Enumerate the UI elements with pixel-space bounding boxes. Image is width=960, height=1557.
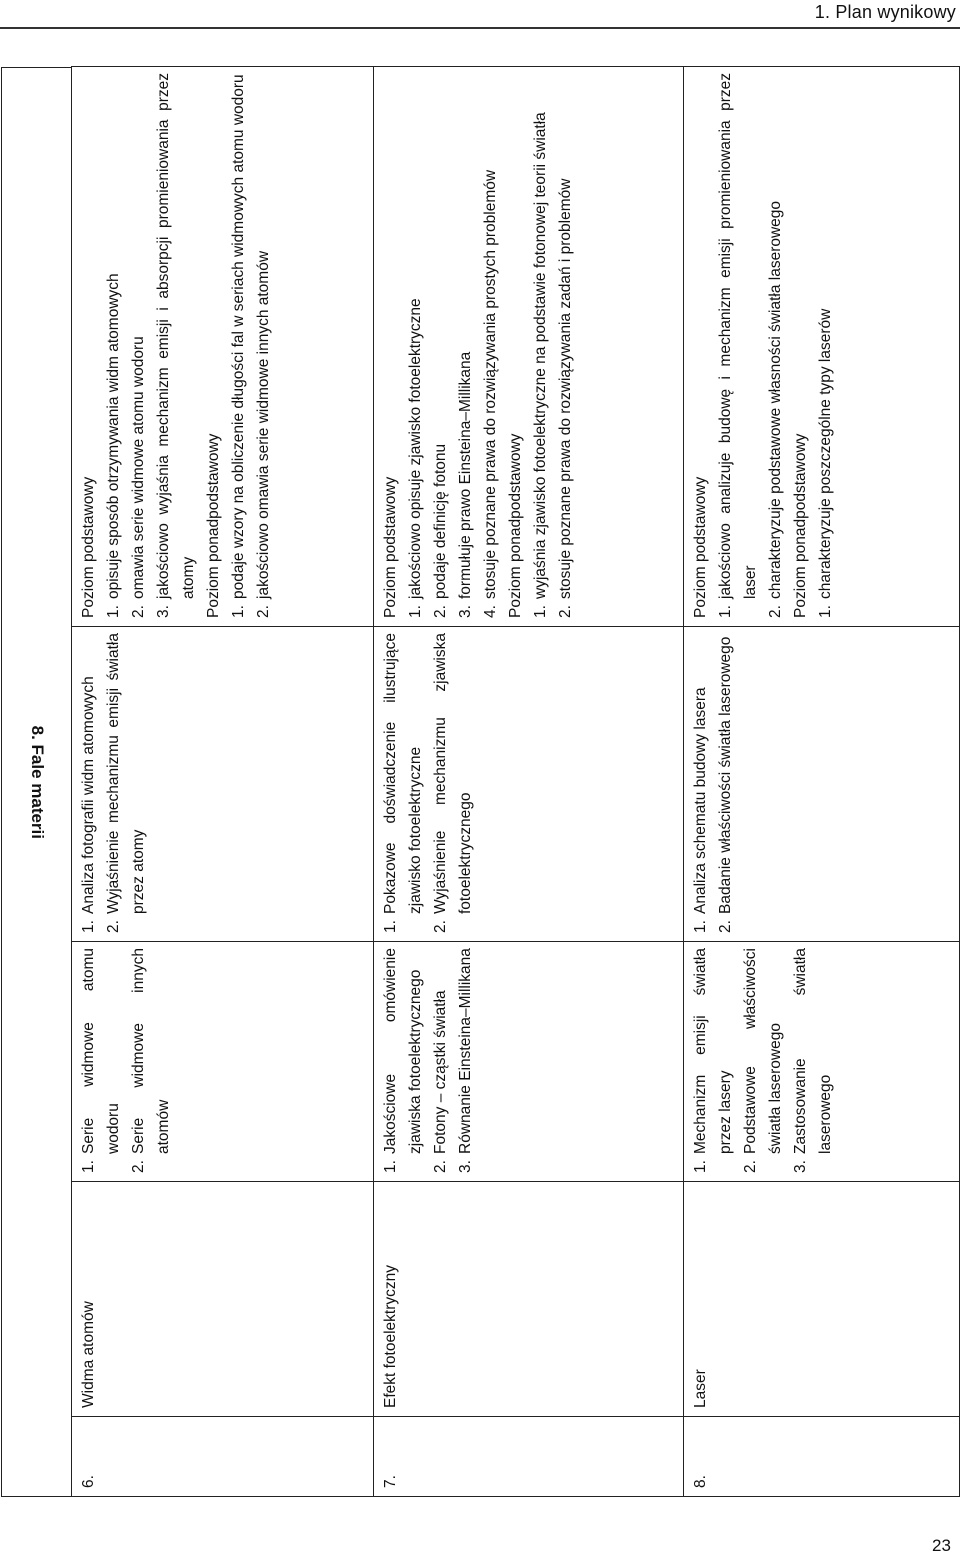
requirements-cell (374, 67, 684, 627)
header-divider (0, 27, 960, 29)
topic-title: Laser (692, 1369, 709, 1408)
topic-title: Widma atomów (80, 1301, 97, 1408)
list-item-number: 1. (230, 605, 247, 618)
content-list (378, 948, 478, 1173)
list-item-text: stosuje poznane prawa do rozwiązywania zadań i problemów (557, 178, 574, 599)
list-item-text: Analiza schematu budowy lasera (692, 687, 709, 914)
list-item (428, 73, 453, 618)
list-item-number: 2. (432, 1160, 449, 1173)
list-item-number: 2. (717, 920, 734, 933)
requirements-cell (684, 67, 960, 627)
list-item-text: Jakościowe omówienie zjawiska fotoelektrycznego (382, 948, 424, 1154)
list-item-text: jakościowo wyjaśnia mechanizm emisji i absorpcji promieniowania przez atomy (155, 73, 197, 599)
lesson-number: 8. (692, 1475, 709, 1488)
topic-cell (72, 1182, 374, 1417)
list-item (453, 948, 478, 1173)
content-cell (374, 942, 684, 1182)
list-item (788, 948, 838, 1173)
advanced-level-label: Poziom ponadpodstawowy (507, 433, 524, 618)
list-item-number: 2. (432, 920, 449, 933)
list-item-text: Serie widmowe atomu wodoru (80, 948, 122, 1154)
experiments-list (76, 633, 151, 933)
list-item (813, 73, 838, 618)
basic-level-label: Poziom podstawowy (80, 476, 97, 618)
content-cell (684, 942, 960, 1182)
list-item-text: Badanie właściwości światła laserowego (717, 636, 734, 914)
advanced-requirements-list (528, 73, 578, 618)
list-item-text: charakteryzuje poszczególne typy laserów (817, 308, 834, 599)
list-item-text: Analiza fotografii widm atomowych (80, 676, 97, 914)
list-item-number: 1. (532, 605, 549, 618)
content-list (688, 948, 838, 1173)
list-item-text: charakteryzuje podstawowe własności światła laserowego (767, 200, 784, 599)
list-item-number: 1. (692, 1160, 709, 1173)
table-row (374, 67, 684, 1497)
list-item (553, 73, 578, 618)
list-item-number: 1. (382, 1160, 399, 1173)
list-item-number: 2. (557, 605, 574, 618)
list-item (713, 73, 763, 618)
list-item (101, 73, 126, 618)
list-item (528, 73, 553, 618)
list-item-text: Podstawowe właściwości światła laserowego (742, 948, 784, 1154)
list-item (688, 633, 713, 933)
list-item-text: Zastosowanie światła laserowego (792, 948, 834, 1154)
list-item-number: 3. (155, 605, 172, 618)
page-number: 23 (932, 1536, 951, 1555)
advanced-requirements-list (813, 73, 838, 618)
rotated-table-container (1, 67, 959, 1497)
list-item (763, 73, 788, 618)
list-item-number: 4. (482, 605, 499, 618)
list-item-number: 1. (80, 1160, 97, 1173)
list-item-number: 1. (80, 920, 97, 933)
list-item (101, 633, 151, 933)
topic-cell (374, 1182, 684, 1417)
section-label (1, 67, 71, 1497)
lesson-number: 7. (382, 1475, 399, 1488)
basic-requirements-list (101, 73, 201, 618)
list-item (126, 948, 176, 1173)
plan-table-body (72, 67, 960, 1497)
topic-title: Efekt fotoelektryczny (382, 1264, 399, 1408)
list-item (478, 73, 503, 618)
list-item-text: jakościowo omawia serie widmowe innych atomów (255, 250, 272, 599)
list-item-text: opisuje sposób otrzymywania widm atomowych (105, 273, 122, 599)
content-cell (72, 942, 374, 1182)
list-item-number: 3. (457, 605, 474, 618)
list-item-number: 3. (457, 1160, 474, 1173)
requirements-cell (72, 67, 374, 627)
list-item-text: podaje definicję fotonu (432, 443, 449, 599)
plan-table (71, 66, 960, 1497)
basic-level-label: Poziom podstawowy (382, 476, 399, 618)
list-item-text: wyjaśnia zjawisko fotoelektryczne na podstawie fotonowej teorii światła (532, 112, 549, 599)
table-row (72, 67, 374, 1497)
basic-requirements-list (713, 73, 788, 618)
lesson-number-cell (374, 1417, 684, 1497)
list-item (713, 633, 738, 933)
list-item-number: 2. (742, 1160, 759, 1173)
list-item (76, 948, 126, 1173)
list-item (76, 633, 101, 933)
list-item-text: Serie widmowe innych atomów (130, 948, 172, 1154)
experiments-list (378, 633, 478, 933)
table-row (684, 67, 960, 1497)
list-item (453, 73, 478, 618)
list-item (378, 633, 428, 933)
list-item (226, 73, 251, 618)
basic-level-label: Poziom podstawowy (692, 476, 709, 618)
list-item-number: 1. (717, 605, 734, 618)
running-header-title: 1. Plan wynikowy (814, 2, 956, 22)
list-item (126, 73, 151, 618)
list-item-text: Fotony – cząstki światła (432, 990, 449, 1154)
list-item-text: jakościowo opisuje zjawisko fotoelektryczne (407, 298, 424, 599)
experiments-cell (684, 627, 960, 942)
lesson-number: 6. (80, 1475, 97, 1488)
experiments-list (688, 633, 738, 933)
basic-requirements-list (403, 73, 503, 618)
list-item-number: 2. (255, 605, 272, 618)
list-item-number: 2. (130, 1160, 147, 1173)
lesson-number-cell (684, 1417, 960, 1497)
list-item (738, 948, 788, 1173)
list-item (688, 948, 738, 1173)
advanced-requirements-list (226, 73, 276, 618)
lesson-number-cell (72, 1417, 374, 1497)
list-item (378, 948, 428, 1173)
list-item-text: stosuje poznane prawa do rozwiązywania prostych problemów (482, 169, 499, 599)
topic-cell (684, 1182, 960, 1417)
list-item-number: 1. (407, 605, 424, 618)
list-item (428, 633, 478, 933)
advanced-level-label: Poziom ponadpodstawowy (205, 433, 222, 618)
list-item-text: Mechanizm emisji światła przez lasery (692, 948, 734, 1154)
list-item-text: podaje wzory na obliczenie długości fal w seriach widmowych atomu wodoru (230, 74, 247, 599)
list-item-number: 1. (817, 605, 834, 618)
list-item-number: 1. (692, 920, 709, 933)
list-item (251, 73, 276, 618)
list-item-number: 2. (767, 605, 784, 618)
list-item-number: 2. (130, 605, 147, 618)
list-item-text: omawia serie widmowe atomu wodoru (130, 336, 147, 599)
list-item-text: Wyjaśnienie mechanizmu emisji światła przez atomy (105, 633, 147, 914)
list-item-number: 2. (105, 920, 122, 933)
experiments-cell (72, 627, 374, 942)
list-item (428, 948, 453, 1173)
list-item-number: 1. (382, 920, 399, 933)
list-item-text: Pokazowe doświadczenie ilustrujące zjawisko fotoelektryczne (382, 633, 424, 914)
section-label-text: 8. Fale materii (27, 725, 47, 839)
list-item (403, 73, 428, 618)
list-item (151, 73, 201, 618)
list-item-number: 2. (432, 605, 449, 618)
advanced-level-label: Poziom ponadpodstawowy (792, 433, 809, 618)
list-item-number: 1. (105, 605, 122, 618)
experiments-cell (374, 627, 684, 942)
list-item-text: Równanie Einsteina–Millikana (457, 948, 474, 1154)
content-list (76, 948, 176, 1173)
list-item-text: jakościowo analizuje budowę i mechanizm emisji promieniowania przez laser (717, 73, 759, 599)
list-item-text: formułuje prawo Einsteina–Millikana (457, 351, 474, 599)
list-item-text: Wyjaśnienie mechanizmu zjawiska fotoelektrycznego (432, 633, 474, 914)
list-item-number: 3. (792, 1160, 809, 1173)
